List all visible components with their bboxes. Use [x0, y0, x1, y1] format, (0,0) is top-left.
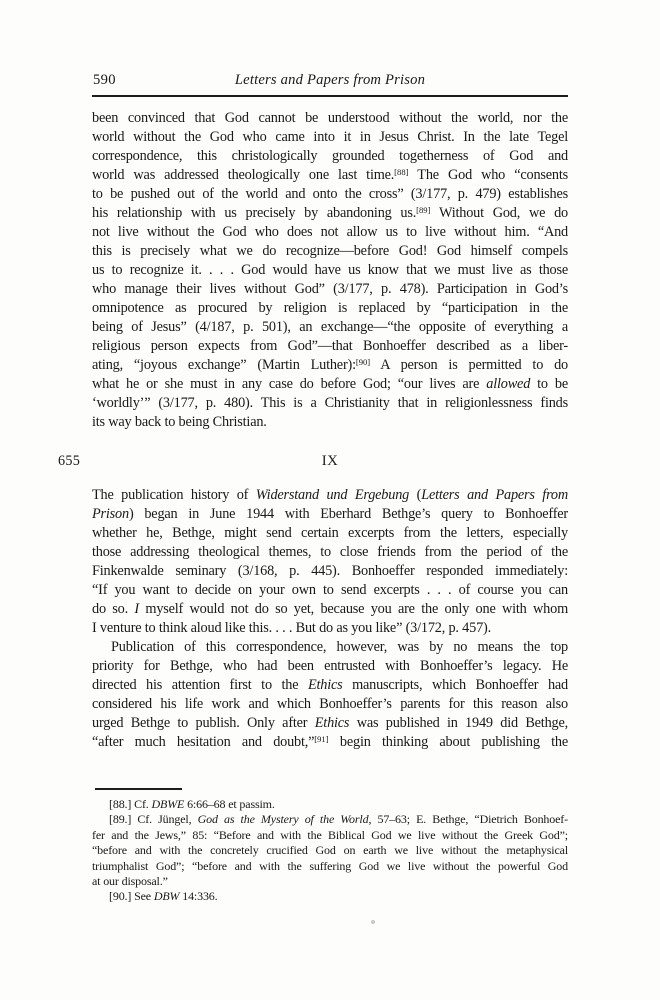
- text-line: this is precisely what we do recognize—before God! God himself compels: [92, 243, 568, 259]
- text-line: “If you want to decide on your own to send excerpts . . . of course you can: [92, 582, 568, 598]
- text-line: Publication of this correspondence, however, was by no means the top: [111, 639, 568, 655]
- text-line: ating, “joyous exchange” (Martin Luther):[90] A person is permitted to do: [92, 356, 568, 373]
- text-line: not live without the God who does not allow us to live without him. “And: [92, 224, 568, 240]
- section-heading: IX: [321, 453, 339, 469]
- paragraph: [92, 109, 568, 432]
- footnote: [92, 889, 568, 904]
- text-line: Prison) began in June 1944 with Eberhard Bethge’s query to Bonhoeffer: [92, 506, 568, 522]
- text-line: been convinced that God cannot be understood without the world, nor the: [92, 110, 568, 126]
- text-line: being of Jesus” (4/187, p. 501), an exchange—“the opposite of everything a: [92, 319, 568, 335]
- text-line: considered his life work and which Bonhoeffer’s parents for this reason also: [92, 696, 568, 712]
- text-line: urged Bethge to publish. Only after Ethics was published in 1949 did Bethge,: [92, 715, 568, 731]
- text-line: correspondence, this christologically grounded togetherness of God and: [92, 148, 568, 164]
- page-number: 590: [93, 72, 116, 88]
- running-header: [92, 72, 568, 92]
- page-body: [58, 109, 568, 752]
- footnote-line: fer and the Jews,” 85: “Before and with the Biblical God we live without the Greek God”;: [92, 827, 568, 842]
- section-heading-row: [58, 452, 568, 471]
- footnote-line: triumphalist God”; “before and with the suffering God we live without the powerful God: [92, 858, 568, 873]
- footnote: [92, 812, 568, 889]
- footnotes-section: [92, 797, 568, 905]
- text-line: those addressing theological themes, to close friends from the period of the: [92, 544, 568, 560]
- footnote-line: [88.] Cf. DBWE 6:66–68 et passim.: [109, 797, 275, 811]
- margin-page-number: 655: [58, 453, 81, 469]
- text-line: religious person expects from God”—that Bonhoeffer described as a liber-: [92, 338, 568, 354]
- text-line: to be pushed out of the world and onto the cross” (3/177, p. 479) establishes: [92, 186, 568, 202]
- footnote-line: [90.] See DBW 14:336.: [109, 889, 218, 904]
- text-line: what he or she must in any case do before God; “our lives are allowed to be: [92, 376, 568, 392]
- paragraph: [92, 486, 568, 638]
- text-line: world without the God who came into it in Jesus Christ. In the late Tegel: [92, 129, 568, 145]
- footnote-line: “before and with the concretely crucified God on earth we live without the metaphysical: [92, 843, 568, 858]
- text-line: ‘worldly’” (3/177, p. 480). This is a Christianity that in religionlessness finds: [92, 395, 568, 411]
- footnote: [92, 797, 568, 812]
- footnote-line: [89.] Cf. Jüngel, God as the Mystery of the World, 57–63; E. Bethge, “Dietrich Bonhoef-: [109, 812, 568, 827]
- text-line: do so. I myself would not do so yet, because you are the only one with whom: [92, 601, 568, 617]
- text-line: whether he, Bethge, might send certain excerpts from the letters, especially: [92, 525, 568, 541]
- text-line: I venture to think aloud like this. . . . But do as you like” (3/172, p. 457).: [92, 620, 491, 636]
- text-line: priority for Bethge, who had been entrusted with Bonhoeffer’s legacy. He: [92, 658, 568, 674]
- text-line: “after much hesitation and doubt,”[91] begin thinking about publishing the: [92, 733, 568, 750]
- text-line: who manage their lives without God” (3/177, p. 478). Participation in God’s: [92, 281, 568, 297]
- scan-speck-artifact: [371, 920, 375, 924]
- text-line: omnipotence as procured by religion is replaced by “participation in the: [92, 300, 568, 316]
- footnote-line: at our disposal.”: [92, 873, 168, 888]
- text-line: directed his attention first to the Ethics manuscripts, which Bonhoeffer had: [92, 677, 568, 693]
- header-rule: [92, 95, 568, 97]
- text-line: its way back to being Christian.: [92, 414, 267, 430]
- text-line: world was addressed theologically one last time.[88] The God who “consents: [92, 166, 568, 183]
- text-line: The publication history of Widerstand und Ergebung (Letters and Papers from: [92, 487, 568, 503]
- footnote-separator: [95, 788, 182, 790]
- text-line: Finkenwalde seminary (3/168, p. 445). Bonhoeffer responded immediately:: [92, 563, 568, 579]
- paragraph: [92, 638, 568, 752]
- running-title: Letters and Papers from Prison: [234, 72, 426, 88]
- text-line: us to recognize it. . . . God would have us know that we must live as those: [92, 262, 568, 278]
- text-line: his relationship with us precisely by abandoning us.[89] Without God, we do: [92, 204, 568, 221]
